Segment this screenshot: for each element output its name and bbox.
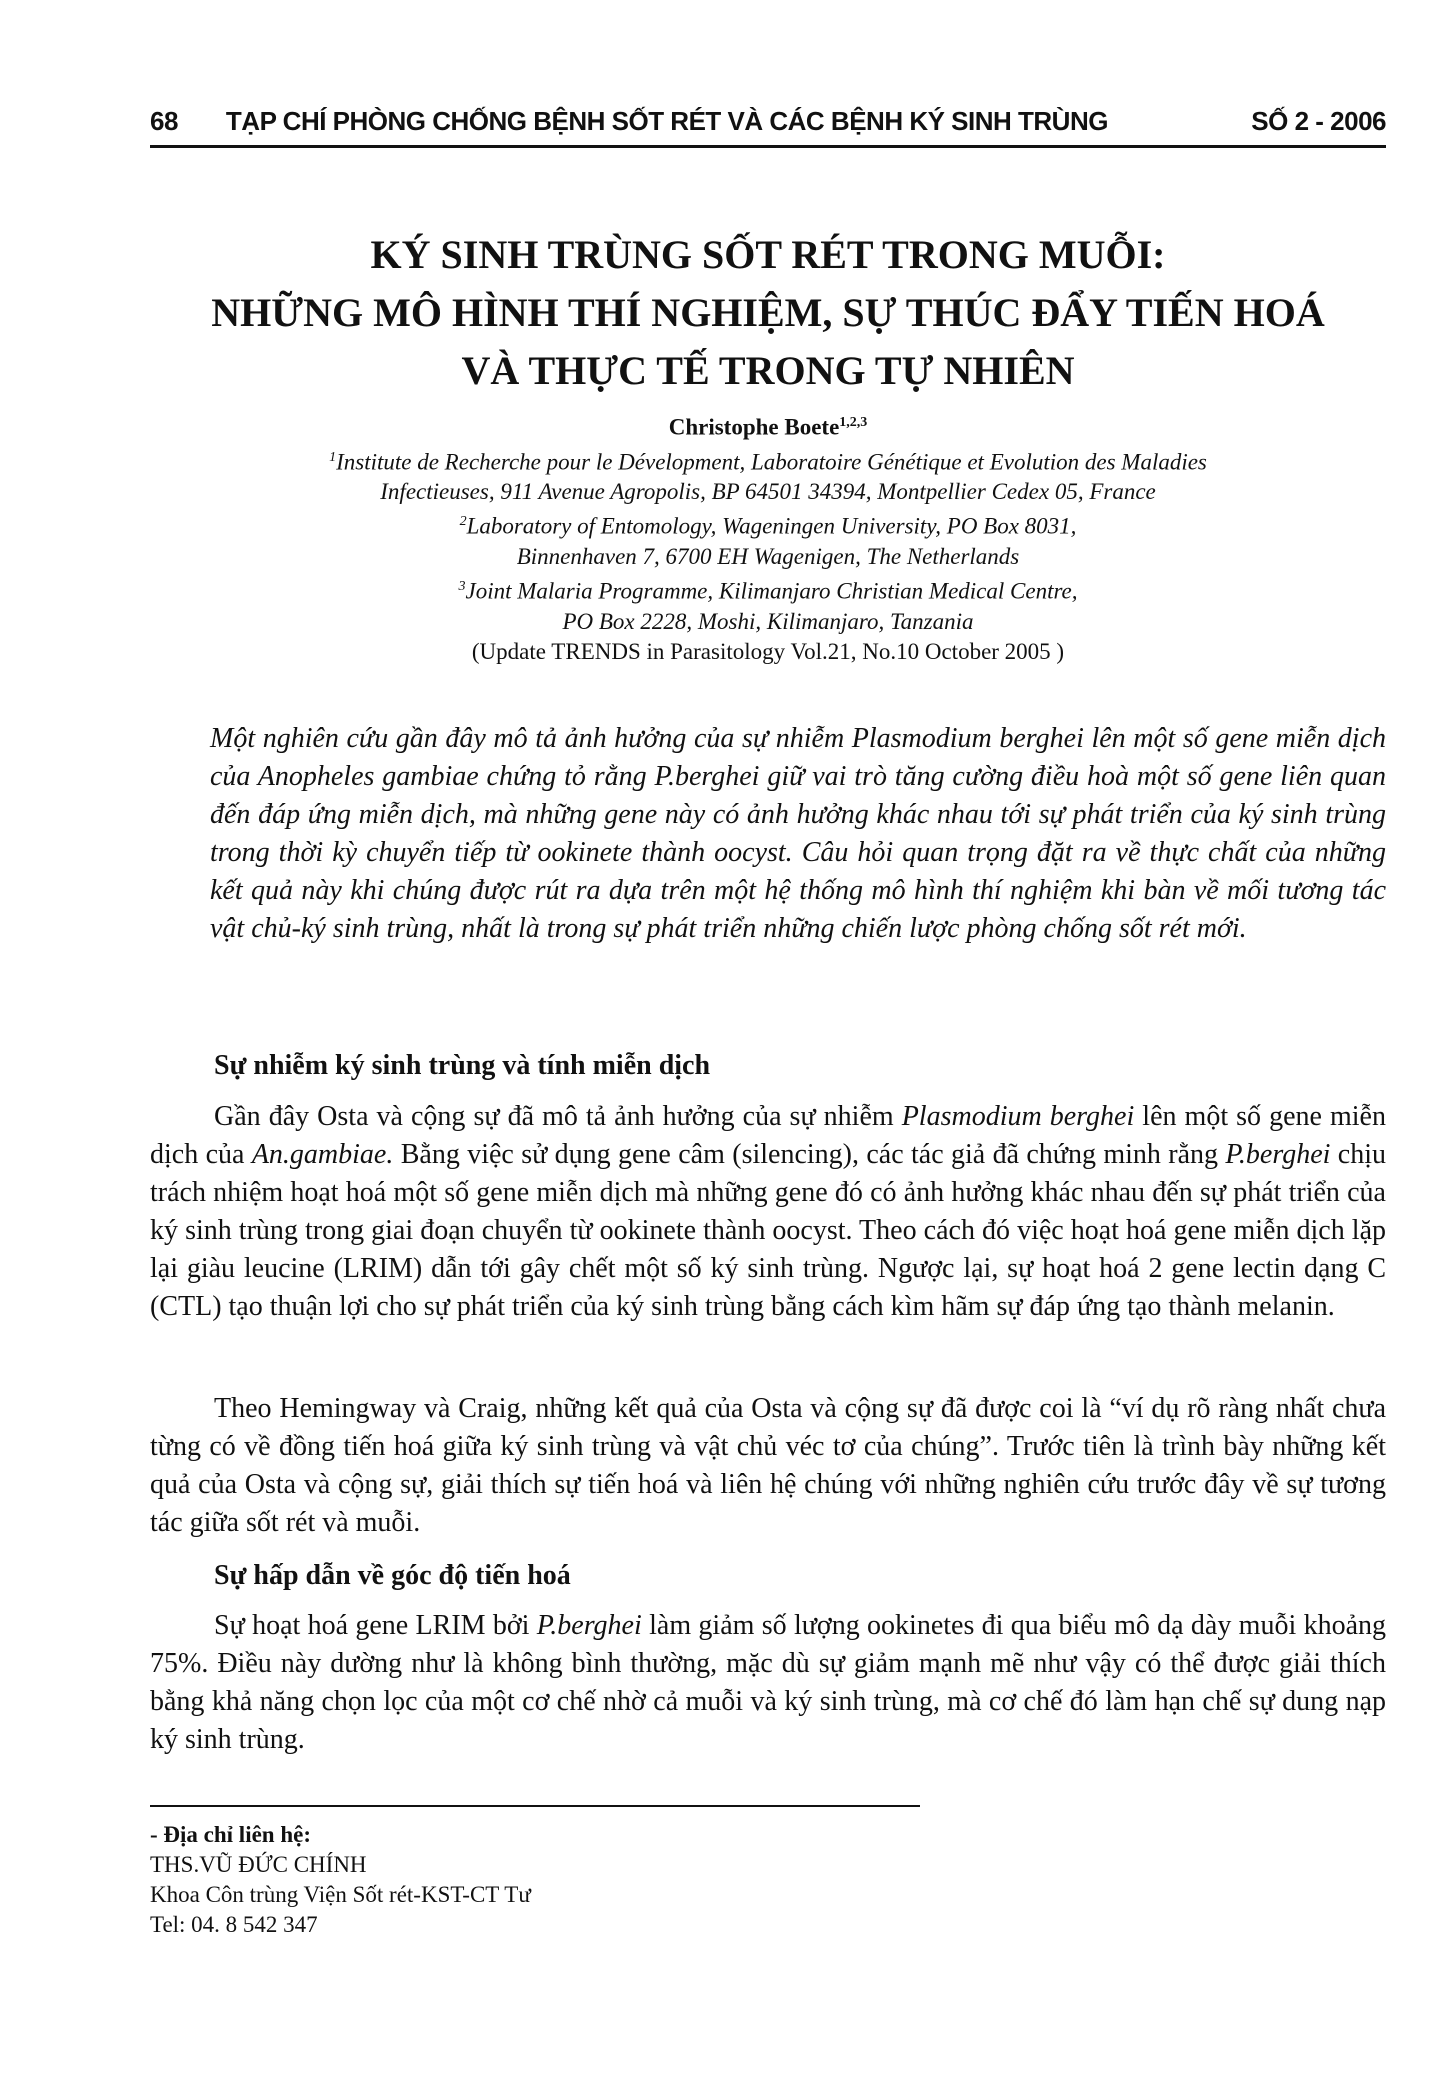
footnote-tel: Tel: 04. 8 542 347 [150, 1912, 318, 1937]
issue-number: SỐ 2 - 2006 [1251, 106, 1386, 136]
species-name: P.berghei [1225, 1139, 1331, 1170]
affiliation-2-cont: Binnenhaven 7, 6700 EH Wagenigen, The Netherlands [516, 543, 1020, 569]
affiliation-mark: 1 [329, 449, 337, 465]
species-name: Plasmodium berghei [901, 1101, 1135, 1132]
affiliation-1-cont: Infectieuses, 911 Avenue Agropolis, BP 64501 34394, Montpellier Cedex 05, France [380, 479, 1156, 505]
header-rule [150, 145, 1386, 148]
text-run: lên một số gene miễn dịch của [150, 1101, 1386, 1170]
text-run: Gần đây Osta và cộng sự đã mô tả ảnh hưởng của sự nhiễm [214, 1101, 902, 1132]
affiliation-line: Institute de Recherche pour le Dévelopment, Laboratoire Génétique et Evolution des Maladies [336, 449, 1207, 475]
text-run: chịu trách nhiệm hoạt hoá một số gene miễn dịch mà những gene đó có ảnh hưởng khác nhau đến sự phát triển của ký sinh trùng trong giai đoạn chuyển từ ookinete thành oocyst. Theo cách đó việc hoạt hoá gene miễn dịch lặp lại giàu leucine (LRIM) dẫn tới gây chết một số ký sinh trùng. Ngược lại, sự hoạt hoá 2 gene lectin dạng C (CTL) tạo thuận lợi cho sự phát triển của ký sinh trùng bằng cách kìm hãm sự đáp ứng tạo thành melanin. [150, 1139, 1386, 1322]
title-line-3: VÀ THỰC TẾ TRONG TỰ NHIÊN [461, 348, 1075, 393]
text-run: làm giảm số lượng ookinetes đi qua biểu mô dạ dày muỗi khoảng 75%. Điều này dường như là không bình thường, mặc dù sự giảm mạnh mẽ như vậy có thể được giải thích bằng khả năng chọn lọc của một cơ chế nhờ cả muỗi và ký sinh trùng, mà cơ chế đó làm hạn chế sự dung nạp ký sinh trùng. [150, 1610, 1386, 1755]
source-note: (Update TRENDS in Parasitology Vol.21, No.10 October 2005 ) [471, 638, 1065, 664]
affiliation-mark: 3 [458, 578, 466, 594]
affiliation-line: Laboratory of Entomology, Wageningen University, PO Box 8031, [466, 513, 1077, 539]
affiliation-1 [150, 443, 1386, 478]
abstract: Một nghiên cứu gần đây mô tả ảnh hưởng của sự nhiễm Plasmodium berghei lên một số gene miễn dịch của Anopheles gambiae chứng tỏ rằng P.berghei giữ vai trò tăng cường điều hoà một số gene liên quan đến đáp ứng miễn dịch, mà những gene này có ảnh hưởng khác nhau tới sự phát triển của ký sinh trùng trong thời kỳ chuyển tiếp từ ookinete thành oocyst. Câu hỏi quan trọng đặt ra về thực chất của những kết quả này khi chúng được rút ra dựa trên một hệ thống mô hình thí nghiệm khi bàn về mối tương tác vật chủ-ký sinh trùng, nhất là trong sự phát triển những chiến lược phòng chống sốt rét mới. [210, 723, 1386, 944]
footnote-org: Khoa Côn trùng Viện Sốt rét-KST-CT Tư [150, 1882, 531, 1907]
journal-name: TẠP CHÍ PHÒNG CHỐNG BỆNH SỐT RÉT VÀ CÁC BỆNH KÝ SINH TRÙNG [225, 106, 1108, 136]
affiliation-2 [150, 507, 1386, 542]
page-number: 68 [150, 106, 178, 136]
text-run: Bằng việc sử dụng gene câm (silencing), các tác giả đã chứng minh rằng [393, 1139, 1226, 1170]
running-header [150, 106, 1386, 137]
author-block [150, 408, 1386, 667]
affiliation-line: Joint Malaria Programme, Kilimanjaro Christian Medical Centre, [465, 578, 1078, 604]
section-heading-1: Sự nhiễm ký sinh trùng và tính miễn dịch [214, 1050, 711, 1081]
species-name: An.gambiae. [251, 1139, 394, 1170]
paragraph-3 [150, 1607, 1386, 1759]
footnote-rule [150, 1805, 920, 1807]
title-line-1: KÝ SINH TRÙNG SỐT RÉT TRONG MUỖI: [370, 232, 1166, 277]
footnote [150, 1820, 950, 1940]
affiliation-mark: 2 [459, 514, 467, 530]
title-line-2: NHỮNG MÔ HÌNH THÍ NGHIỆM, SỰ THÚC ĐẨY TIẾN HOÁ [211, 290, 1325, 335]
paragraph-2: Theo Hemingway và Craig, những kết quả của Osta và cộng sự đã được coi là “ví dụ rõ ràng nhất chưa từng có về đồng tiến hoá giữa ký sinh trùng và vật chủ véc tơ của chúng”. Trước tiên là trình bày những kết quả của Osta và cộng sự, giải thích sự tiến hoá và liên hệ chúng với những nghiên cứu trước đây về sự tương tác giữa sốt rét và muỗi. [150, 1393, 1386, 1538]
affiliation-3-cont: PO Box 2228, Moshi, Kilimanjaro, Tanzania [562, 608, 974, 634]
text-run: Sự hoạt hoá gene LRIM bởi [214, 1610, 537, 1641]
author-name [150, 408, 1386, 443]
author-marks: 1,2,3 [839, 415, 868, 430]
section-heading-2: Sự hấp dẫn về góc độ tiến hoá [214, 1560, 571, 1591]
article-title [150, 226, 1386, 400]
species-name: P.berghei [536, 1610, 642, 1641]
author-name-text: Christophe Boete [668, 414, 840, 440]
affiliation-3 [150, 572, 1386, 607]
footnote-name: THS.VŨ ĐỨC CHÍNH [150, 1852, 367, 1877]
footnote-label: - Địa chỉ liên hệ: [150, 1822, 311, 1847]
paragraph-1 [150, 1098, 1386, 1326]
